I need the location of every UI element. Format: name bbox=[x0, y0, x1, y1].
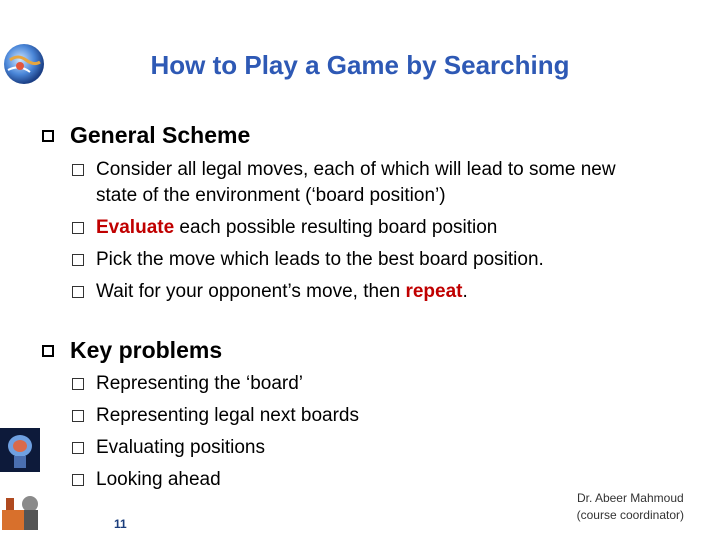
checkbox-bullet-icon bbox=[72, 254, 84, 266]
chess-image-icon bbox=[0, 490, 44, 534]
section-heading-general-scheme bbox=[42, 122, 250, 149]
list-item bbox=[72, 371, 652, 397]
item-text: Wait for your opponent’s move, then bbox=[96, 281, 406, 302]
item-text: Representing legal next boards bbox=[96, 405, 360, 426]
checkbox-bullet-icon bbox=[72, 222, 84, 234]
list-item bbox=[72, 157, 652, 209]
checkbox-bullet-icon bbox=[72, 286, 84, 298]
checkbox-bullet-icon bbox=[72, 378, 84, 390]
item-text: Looking ahead bbox=[96, 469, 221, 490]
square-bullet-icon bbox=[42, 130, 54, 142]
footer-role: (course coordinator) bbox=[576, 508, 684, 522]
list-item bbox=[72, 247, 652, 273]
section-heading-key-problems bbox=[42, 337, 222, 364]
checkbox-bullet-icon bbox=[72, 164, 84, 176]
checkbox-bullet-icon bbox=[72, 410, 84, 422]
item-text: Representing the ‘board’ bbox=[96, 373, 304, 394]
item-emphasis: repeat bbox=[405, 281, 463, 302]
list-item bbox=[72, 435, 652, 461]
brain-image-icon bbox=[0, 428, 40, 472]
footer-name: Dr. Abeer Mahmoud bbox=[576, 491, 684, 505]
item-text: Pick the move which leads to the best board position. bbox=[96, 249, 544, 270]
list-item bbox=[72, 215, 652, 241]
checkbox-bullet-icon bbox=[72, 442, 84, 454]
list-item bbox=[72, 279, 652, 305]
slide-title: How to Play a Game by Searching bbox=[150, 50, 570, 80]
item-text: Consider all legal moves, each of which will lead to some new state of the environment (‘board position’) bbox=[96, 159, 616, 206]
list-item bbox=[72, 467, 652, 493]
section-heading-label: General Scheme bbox=[70, 122, 251, 148]
footer-credit bbox=[577, 490, 684, 524]
section-heading-label: Key problems bbox=[70, 337, 223, 363]
item-emphasis: Evaluate bbox=[96, 217, 175, 238]
page-number: 11 bbox=[114, 517, 127, 531]
checkbox-bullet-icon bbox=[72, 474, 84, 486]
item-text: each possible resulting board position bbox=[174, 217, 498, 238]
item-text: Evaluating positions bbox=[96, 437, 265, 458]
item-text: . bbox=[462, 281, 468, 302]
square-bullet-icon bbox=[42, 345, 54, 357]
list-item bbox=[72, 403, 652, 429]
